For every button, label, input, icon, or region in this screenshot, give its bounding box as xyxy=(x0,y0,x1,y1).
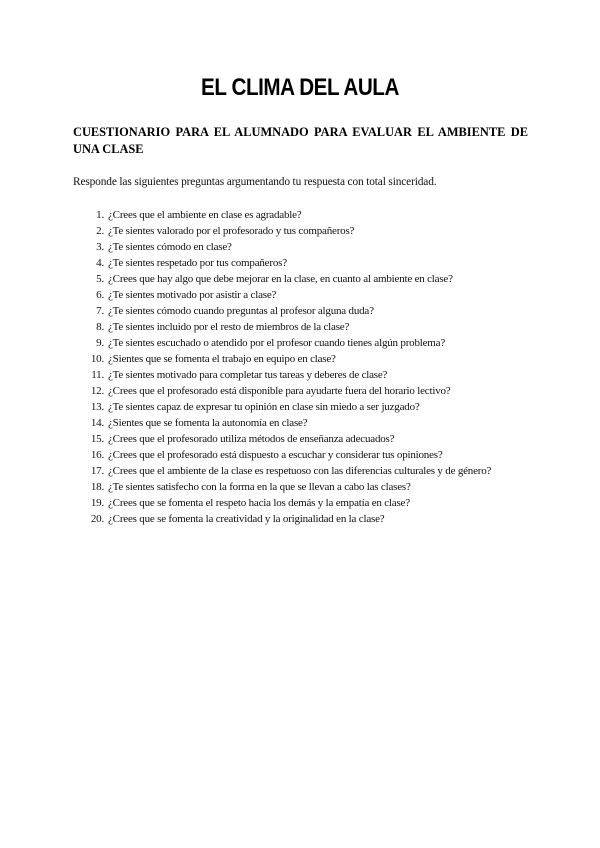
question-text: ¿Crees que el ambiente en clase es agradable? xyxy=(108,209,302,221)
question-number: 14. xyxy=(90,417,104,429)
question-text: ¿Crees que el profesorado está disponible para ayudarte fuera del horario lectivo? xyxy=(108,385,451,397)
question-text: ¿Te sientes incluido por el resto de miembros de la clase? xyxy=(108,321,350,333)
question-item xyxy=(73,255,531,271)
question-number: 13. xyxy=(90,401,104,413)
question-number: 1. xyxy=(96,209,104,221)
question-number: 11. xyxy=(91,369,104,381)
question-text: ¿Te sientes respetado por tus compañeros? xyxy=(108,257,287,269)
question-item xyxy=(73,399,531,415)
question-text: ¿Te sientes escuchado o atendido por el profesor cuando tienes algún problema? xyxy=(108,337,446,349)
question-item xyxy=(73,367,531,383)
question-text: ¿Te sientes valorado por el profesorado y tus compañeros? xyxy=(108,225,355,237)
question-item xyxy=(73,383,531,399)
question-text: ¿Crees que se fomenta la creatividad y la originalidad en la clase? xyxy=(108,513,385,525)
question-item xyxy=(73,303,531,319)
question-item xyxy=(73,479,531,495)
question-number: 6. xyxy=(96,289,104,301)
question-text: ¿Te sientes cómodo cuando preguntas al profesor alguna duda? xyxy=(108,305,374,317)
question-text: ¿Crees que el profesorado utiliza métodos de enseñanza adecuados? xyxy=(108,433,395,445)
question-item xyxy=(73,351,531,367)
question-number: 7. xyxy=(96,305,104,317)
question-number: 4. xyxy=(96,257,104,269)
question-item xyxy=(73,463,531,479)
page-subtitle: CUESTIONARIO PARA EL ALUMNADO PARA EVALUAR EL AMBIENTE DE UNA CLASE xyxy=(73,125,528,156)
question-item xyxy=(73,207,531,223)
question-text: ¿Crees que el ambiente de la clase es respetuoso con las diferencias culturales y de género? xyxy=(108,465,492,477)
question-number: 9. xyxy=(96,337,104,349)
question-item xyxy=(73,239,531,255)
intro-paragraph: Responde las siguientes preguntas argumentando tu respuesta con total sinceridad. xyxy=(73,176,437,188)
question-number: 12. xyxy=(90,385,104,397)
question-text: ¿Crees que se fomenta el respeto hacia los demás y la empatía en clase? xyxy=(108,497,410,509)
question-number: 19. xyxy=(90,497,104,509)
question-number: 8. xyxy=(96,321,104,333)
question-item xyxy=(73,447,531,463)
question-text: ¿Te sientes capaz de expresar tu opinión en clase sin miedo a ser juzgado? xyxy=(108,401,420,413)
question-text: ¿Te sientes satisfecho con la forma en la que se llevan a cabo las clases? xyxy=(108,481,411,493)
question-item xyxy=(73,415,531,431)
question-item xyxy=(73,319,531,335)
question-text: ¿Sientes que se fomenta el trabajo en equipo en clase? xyxy=(108,353,336,365)
question-item xyxy=(73,223,531,239)
question-text: ¿Te sientes motivado por asistir a clase? xyxy=(108,289,277,301)
question-number: 5. xyxy=(96,273,104,285)
question-number: 3. xyxy=(96,241,104,253)
question-item xyxy=(73,287,531,303)
question-item xyxy=(73,495,531,511)
question-item xyxy=(73,271,531,287)
question-item xyxy=(73,431,531,447)
question-text: ¿Sientes que se fomenta la autonomía en clase? xyxy=(108,417,308,429)
question-text: ¿Te sientes cómodo en clase? xyxy=(108,241,232,253)
question-item xyxy=(73,511,531,527)
question-list xyxy=(73,207,531,527)
question-number: 16. xyxy=(90,449,104,461)
question-text: ¿Te sientes motivado para completar tus tareas y deberes de clase? xyxy=(108,369,388,381)
question-item xyxy=(73,335,531,351)
question-number: 20. xyxy=(90,513,104,525)
page-title: EL CLIMA DEL AULA xyxy=(201,74,399,101)
question-number: 10. xyxy=(90,353,104,365)
question-number: 17. xyxy=(90,465,104,477)
question-text: ¿Crees que hay algo que debe mejorar en la clase, en cuanto al ambiente en clase? xyxy=(108,273,453,285)
question-text: ¿Crees que el profesorado está dispuesto a escuchar y considerar tus opiniones? xyxy=(108,449,443,461)
question-number: 18. xyxy=(90,481,104,493)
question-number: 2. xyxy=(96,225,104,237)
question-number: 15. xyxy=(90,433,104,445)
